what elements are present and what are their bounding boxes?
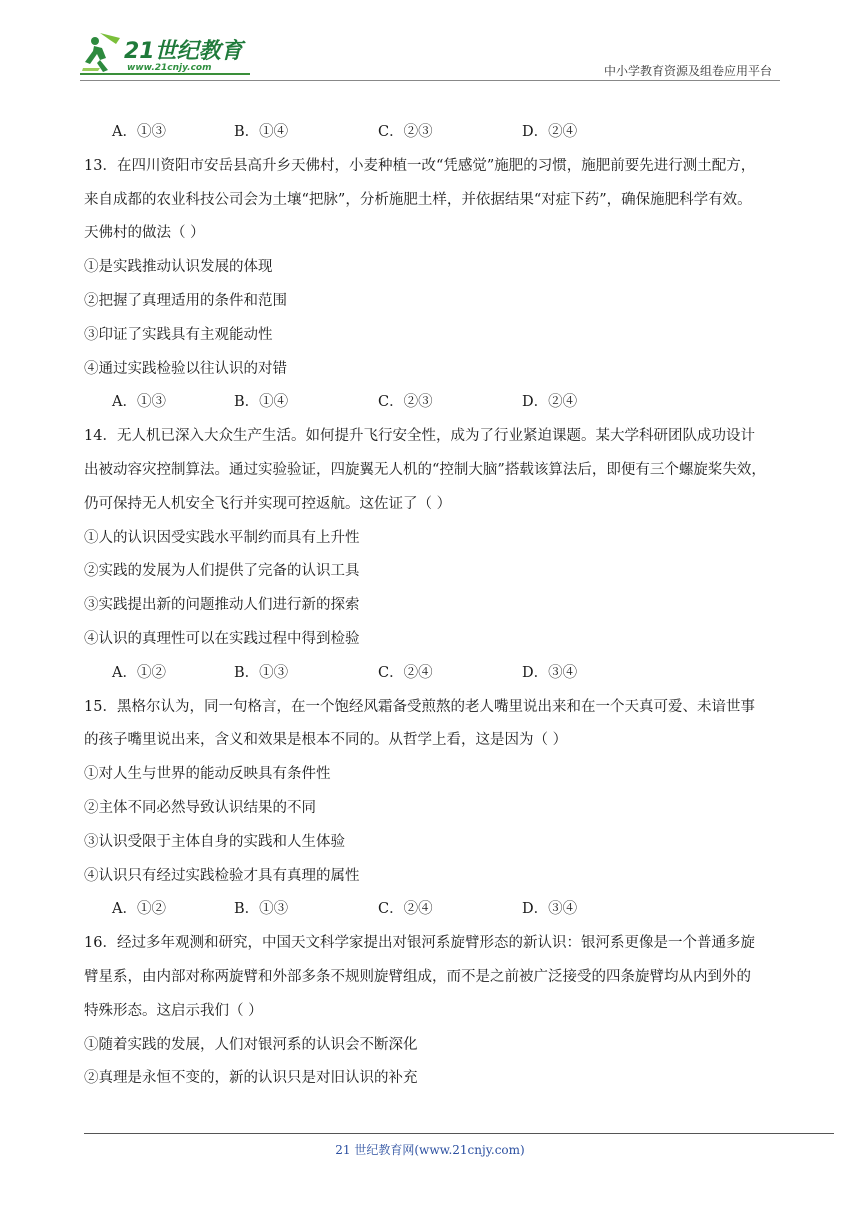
text-line: ②真理是永恒不变的，新的认识只是对旧认识的补充 xyxy=(84,1070,418,1086)
header-divider xyxy=(80,80,780,81)
text-line: 仍可保持无人机安全飞行并实现可控返航。这佐证了（ ） xyxy=(84,496,452,512)
option-b: B．①③ xyxy=(234,665,289,681)
option-c: C．②③ xyxy=(378,394,433,410)
text-line: ①随着实践的发展，人们对银河系的认识会不断深化 xyxy=(84,1037,418,1053)
text-line: ④认识只有经过实践检验才具有真理的属性 xyxy=(84,868,360,884)
text-line: ③印证了实践具有主观能动性 xyxy=(84,327,273,343)
logo-url: www.21cnjy.com xyxy=(127,63,212,73)
option-a: A．①③ xyxy=(112,394,166,410)
option-b: B．①④ xyxy=(234,124,289,140)
option-c: C．②③ xyxy=(378,124,433,140)
text-line: ①对人生与世界的能动反映具有条件性 xyxy=(84,766,331,782)
text-line: 16．经过多年观测和研究，中国天文科学家提出对银河系旋臂形态的新认识：银河系更像是一个普通多旋 xyxy=(84,935,755,951)
option-c: C．②④ xyxy=(378,901,433,917)
text-line: ②实践的发展为人们提供了完备的认识工具 xyxy=(84,563,360,579)
option-d: D．②④ xyxy=(522,124,578,140)
platform-label: 中小学教育资源及组卷应用平台 xyxy=(603,64,772,78)
footer-text: 21 世纪教育网(www.21cnjy.com) xyxy=(335,1143,525,1157)
text-line: 的孩子嘴里说出来，含义和效果是根本不同的。从哲学上看，这是因为（ ） xyxy=(84,732,568,748)
text-line: 出被动容灾控制算法。通过实验验证，四旋翼无人机的“控制大脑”搭载该算法后，即便有三个螺旋桨失效， xyxy=(84,462,766,478)
text-line: 15．黑格尔认为，同一句格言，在一个饱经风霜备受煎熬的老人嘴里说出来和在一个天真可爱、未谙世事 xyxy=(84,699,755,715)
text-line: ②主体不同必然导致认识结果的不同 xyxy=(84,800,316,816)
page-header xyxy=(0,0,860,84)
text-line: 13．在四川资阳市安岳县高升乡天佛村，小麦种植一改“凭感觉”施肥的习惯，施肥前要先进行测土配方， xyxy=(84,158,756,174)
option-c: C．②④ xyxy=(378,665,433,681)
text-line: ③认识受限于主体自身的实践和人生体验 xyxy=(84,834,345,850)
running-figure-icon xyxy=(80,30,124,74)
option-d: D．②④ xyxy=(522,394,578,410)
option-a: A．①③ xyxy=(112,124,166,140)
text-line: ①人的认识因受实践水平制约而具有上升性 xyxy=(84,530,360,546)
footer-divider xyxy=(84,1133,834,1134)
text-line: 14．无人机已深入大众生产生活。如何提升飞行安全性，成为了行业紧迫课题。某大学科研团队成功设计 xyxy=(84,428,755,444)
logo xyxy=(80,30,255,78)
option-d: D．③④ xyxy=(522,901,578,917)
text-line: ②把握了真理适用的条件和范围 xyxy=(84,293,287,309)
logo-brand: 21世纪教育 xyxy=(124,39,243,64)
option-b: B．①④ xyxy=(234,394,289,410)
option-a: A．①② xyxy=(112,901,166,917)
text-line: 臂星系，由内部对称两旋臂和外部多条不规则旋臂组成，而不是之前被广泛接受的四条旋臂均从内到外的 xyxy=(84,969,751,985)
text-line: ①是实践推动认识发展的体现 xyxy=(84,259,273,275)
text-line: 来自成都的农业科技公司会为土壤“把脉”，分析施肥土样，并依据结果“对症下药”，确保施肥科学有效。 xyxy=(84,192,752,208)
option-a: A．①② xyxy=(112,665,166,681)
logo-underline xyxy=(80,73,250,75)
option-b: B．①③ xyxy=(234,901,289,917)
text-line: ④通过实践检验以往认识的对错 xyxy=(84,361,287,377)
option-d: D．③④ xyxy=(522,665,578,681)
text-line: 特殊形态。这启示我们（ ） xyxy=(84,1003,263,1019)
text-line: ④认识的真理性可以在实践过程中得到检验 xyxy=(84,631,360,647)
text-line: ③实践提出新的问题推动人们进行新的探索 xyxy=(84,597,360,613)
text-line: 天佛村的做法（ ） xyxy=(84,225,205,241)
